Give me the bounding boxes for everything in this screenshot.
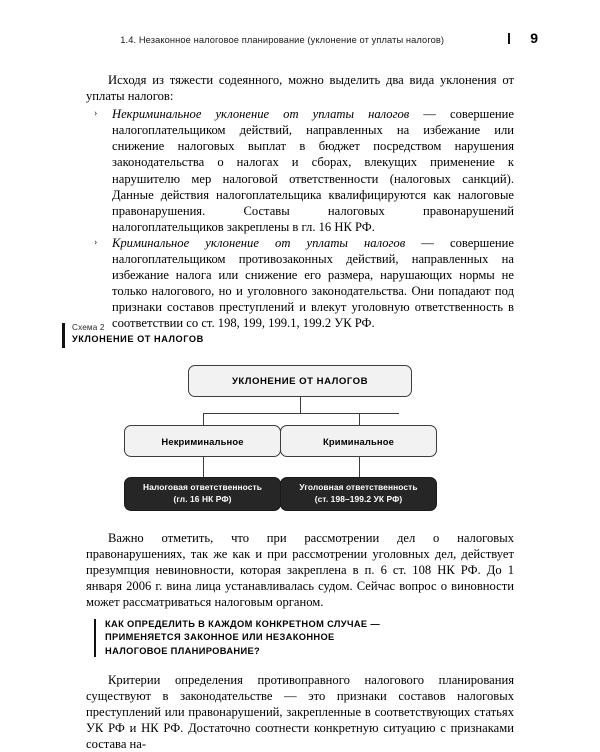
diagram-node-tax-liability [124,477,281,511]
running-head-title: 1.4. Незаконное налоговое планирование (уклонение от уплаты налогов) [120,35,445,45]
diagram-node-noncriminal: Некриминальное [124,425,281,457]
paragraph-presumption-of-innocence: Важно отметить, что при рассмотрении дел о налоговых правонарушениях, так же как и при рассмотрении уголовных дел, действует презумпция невиновности, которая закреплена в п. 6 ст. 108 НК РФ. До 1 января 2006 г. вина лица устанавливалась судом. Сейчас вопрос о виновности может рассматриваться налоговым органом. [86,531,514,610]
scheme-title: УКЛОНЕНИЕ ОТ НАЛОГОВ [72,334,204,344]
definition-term: Некриминальное уклонение от уплаты налогов [112,107,410,122]
definition-text: — совершение налогоплательщиком действий, направленных на избежание или снижение налоговых выплат в бюджет посредством нарушения законодательства о налогах и сборах, влекущих применение к нарушителю мер налоговой ответственности (налоговых санкций). Данные действия налогоплательщика квалифицируются как налоговые правонарушения. Составы налоговых правонарушений налогоплательщиков закреплены в гл. 16 НК РФ. [112,107,514,234]
diagram-node-criminal-liability-line1: Уголовная ответственность [299,482,418,493]
diagram-node-criminal-liability-line2: (ст. 198–199.2 УК РФ) [314,494,403,504]
paragraph-criteria: Критерии определения противоправного налогового планирования существуют в законодательстве — это признаки составов налоговых преступлений или правонарушений, закрепленные в соответствующих статьях УК РФ и НК РФ. Достаточно соотнести конкретную ситуацию с признаками состава на- [86,673,514,752]
connector-root-stem [300,397,301,413]
connector-horizontal-bus [203,413,399,414]
running-head [62,30,538,46]
body-text [86,72,514,332]
bullet-chevron-icon: › [94,236,98,248]
bullet-chevron-icon: › [94,108,98,120]
scheme-caption [62,322,204,346]
callout-line-1: КАК ОПРЕДЕЛИТЬ В КАЖДОМ КОНКРЕТНОМ СЛУЧАЕ — [105,619,381,629]
diagram-node-criminal-liability [280,477,437,511]
body-text-final [86,672,514,752]
connector-to-right-branch [359,413,360,425]
connector-to-left-branch [203,413,204,425]
scheme-number: Схема 2 [72,323,105,332]
list-item [86,106,514,235]
callout-line-3: НАЛОГОВОЕ ПЛАНИРОВАНИЕ? [105,645,261,656]
definition-list [86,106,514,331]
page-number: 9 [530,30,538,46]
diagram-node-tax-liability-line2: (гл. 16 НК РФ) [173,494,232,504]
tax-evasion-diagram [0,360,600,520]
definition-term: Криминальное уклонение от уплаты налогов [112,235,406,250]
body-text-after-diagram [86,530,514,610]
diagram-node-tax-liability-line1: Налоговая ответственность [142,482,262,493]
callout-question [94,618,380,658]
list-item [86,235,514,332]
diagram-node-criminal: Криминальное [280,425,437,457]
connector-left-branch-to-leaf [203,457,204,477]
definition-text: — совершение налогоплательщиком противозаконных действий, направленных на избежание налога или снижение его размера, нарушающих нормы не только налогового, но и уголовного законодательства. Они попадают под признаки составов преступлений и влекут уголовную ответственность в соответствии со ст. 198, 199, 199.1, 199.2 УК РФ. [112,235,514,331]
diagram-node-root: УКЛОНЕНИЕ ОТ НАЛОГОВ [188,365,412,397]
running-head-divider [508,33,510,44]
connector-right-branch-to-leaf [359,457,360,477]
callout-line-2: ПРИМЕНЯЕТСЯ ЗАКОННОЕ ИЛИ НЕЗАКОННОЕ [105,632,335,643]
intro-paragraph: Исходя из тяжести содеянного, можно выделить два вида уклонения от уплаты налогов: [86,73,514,104]
